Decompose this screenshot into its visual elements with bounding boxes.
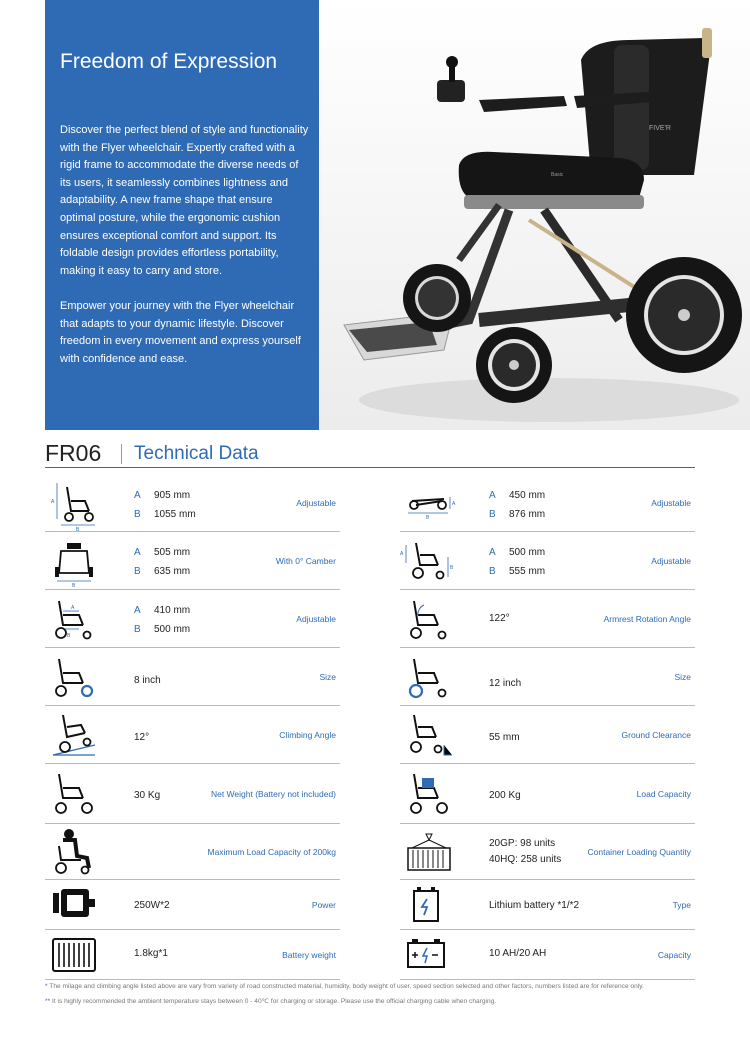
spec-power: [45, 880, 340, 930]
hero-paragraph-1: Discover the perfect blend of style and functionality with the Flyer wheelchair. Expertly crafted with a rigid frame to accommodate the diverse needs of its users, it seamlessly combines lightness and adaptability. A new frame shape that ensure optimal posture, while the ergonomic cushion ensures exceptional comfort and support. Its foldable design provides effortless portability, making it easy to carry and store.: [60, 124, 309, 277]
battery-capacity-value: 10 AH/20 AH: [489, 948, 547, 959]
footnote-1: [45, 983, 644, 990]
battery-weight-icon: [49, 931, 101, 979]
spec-max-load: [45, 824, 340, 880]
load-capacity-icon: [404, 770, 456, 818]
seat-height-label-a: A: [400, 550, 404, 557]
load-capacity-value: 200 Kg: [489, 790, 521, 801]
folded-dimension-a: 450 mm: [509, 490, 546, 501]
label-b: B: [134, 624, 141, 635]
container-20gp: 20GP: 98 units: [489, 838, 556, 849]
label-a: A: [134, 490, 141, 501]
battery-weight-value: 1.8kg*1: [134, 948, 168, 959]
footnote-2-text: It is highly recommended the ambient temperature stays between 0 - 40℃ for charging or storage. Please use the official charging cable when charging.: [51, 998, 497, 1005]
container-40hq: 40HQ: 258 units: [489, 854, 562, 865]
front-wheel-desc: Size: [319, 671, 336, 682]
dimension-label-a: A: [51, 498, 55, 505]
motor-icon: [49, 881, 101, 929]
ground-clearance-desc: Ground Clearance: [621, 729, 691, 740]
label-b: B: [489, 566, 496, 577]
label-a: A: [134, 605, 141, 616]
ground-clearance-icon: [404, 711, 456, 759]
label-a: A: [489, 547, 496, 558]
seat-height-desc: Adjustable: [651, 555, 691, 566]
hero-paragraph-2: Empower your journey with the Flyer wheelchair that adapts to your dynamic lifestyle. Discover freedom in every movement and express yourself with confidence and ease.: [60, 300, 301, 365]
model-number: FR06: [45, 440, 102, 466]
person-wheelchair-icon: [49, 828, 101, 876]
seat-depth-label-a: A: [71, 604, 75, 611]
power-value: 250W*2: [134, 900, 170, 911]
spec-net-weight: [45, 764, 340, 824]
spec-armrest-angle: [400, 590, 695, 648]
battery-capacity-icon: [404, 931, 456, 979]
battery-capacity-desc: Capacity: [657, 949, 691, 960]
width-desc: With 0° Camber: [275, 555, 336, 566]
ground-clearance-value: 55 mm: [489, 732, 520, 743]
technical-data-header: [45, 438, 695, 468]
spec-rear-wheel: [400, 648, 695, 706]
seat-height-b: 555 mm: [509, 566, 546, 577]
folded-dimensions-icon: [404, 479, 456, 527]
net-weight-icon: [49, 770, 101, 818]
label-b: B: [134, 566, 141, 577]
label-b: B: [134, 509, 141, 520]
seat-depth-label-b: B: [67, 632, 71, 639]
footnote-2: [45, 997, 496, 1005]
seat-height-icon: [400, 537, 456, 585]
header-divider: [121, 444, 122, 464]
rear-wheel-desc: Size: [674, 671, 691, 682]
net-weight-value: 30 Kg: [134, 790, 161, 801]
rear-wheel-icon: [404, 653, 456, 701]
spec-load-capacity: [400, 764, 695, 824]
spec-climbing-angle: [45, 706, 340, 764]
spec-battery-weight: [45, 930, 340, 980]
backrest-brand-label: FIVE'R: [649, 125, 671, 132]
footnote-1-text: The milage and climbing angle listed above are vary from variety of road constructed material, humidity, body weight of user, speed section selected and other factors, numbers listed are for reference only.: [49, 983, 644, 990]
spec-seat-height: [400, 532, 695, 590]
spec-overall-dimensions: [45, 474, 340, 532]
spec-width: [45, 532, 340, 590]
battery-weight-desc: Battery weight: [282, 949, 336, 960]
load-capacity-desc: Load Capacity: [636, 788, 691, 799]
battery-type-desc: Type: [672, 899, 691, 910]
net-weight-desc: Net Weight (Battery not included): [210, 788, 336, 799]
hero-title: Freedom of Expression: [60, 50, 278, 73]
spec-battery-type: [400, 880, 695, 930]
seat-brand-label: Basic: [551, 172, 564, 178]
seat-height-a: 500 mm: [509, 547, 546, 558]
seat-depth-a: 410 mm: [154, 605, 191, 616]
climbing-angle-icon: [49, 711, 101, 759]
footnote-2-marker: **: [45, 998, 51, 1005]
footnote-1-marker: *: [45, 983, 48, 990]
overall-dimension-a: 905 mm: [154, 490, 191, 501]
folded-dimension-b: 876 mm: [509, 509, 546, 520]
front-wheel-value: 8 inch: [134, 675, 161, 686]
seat-depth-b: 500 mm: [154, 624, 191, 635]
battery-type-icon: [404, 881, 456, 929]
armrest-angle-desc: Armrest Rotation Angle: [603, 613, 691, 624]
spec-ground-clearance: [400, 706, 695, 764]
container-icon: [404, 828, 456, 876]
armrest-angle-value: 122°: [489, 613, 510, 624]
spec-seat-depth: [45, 590, 340, 648]
dimension-label-b: B: [76, 526, 80, 533]
folded-dimensions-desc: Adjustable: [651, 497, 691, 508]
spec-battery-capacity: [400, 930, 695, 980]
overall-dimensions-icon: [49, 479, 101, 533]
width-a: 505 mm: [154, 547, 191, 558]
wheelchair-photo: [319, 0, 750, 430]
spec-front-wheel: [45, 648, 340, 706]
rear-wheel-value: 12 inch: [489, 678, 522, 689]
overall-dimension-b: 1055 mm: [154, 509, 196, 520]
technical-data-title: Technical Data: [134, 443, 259, 464]
width-icon: [49, 537, 101, 589]
label-a: A: [134, 547, 141, 558]
front-wheel-icon: [49, 653, 101, 701]
folded-label-a: A: [452, 500, 456, 507]
climbing-angle-desc: Climbing Angle: [279, 729, 336, 740]
power-desc: Power: [311, 899, 336, 910]
width-label-b: B: [72, 582, 76, 589]
width-b: 635 mm: [154, 566, 191, 577]
seat-depth-icon: [49, 595, 101, 643]
battery-type-value: Lithium battery *1/*2: [489, 900, 580, 911]
label-a: A: [489, 490, 496, 501]
container-loading-desc: Container Loading Quantity: [587, 846, 691, 857]
climbing-angle-value: 12°: [134, 732, 150, 743]
spec-folded-dimensions: [400, 474, 695, 532]
folded-label-b: B: [426, 514, 430, 521]
max-load-desc: Maximum Load Capacity of 200kg: [207, 846, 336, 857]
seat-height-label-b: B: [450, 564, 454, 571]
label-b: B: [489, 509, 496, 520]
overall-dimensions-desc: Adjustable: [296, 497, 336, 508]
seat-depth-desc: Adjustable: [296, 613, 336, 624]
spec-container-loading: [400, 824, 695, 880]
armrest-angle-icon: [404, 595, 456, 643]
hero-panel: [45, 0, 319, 430]
